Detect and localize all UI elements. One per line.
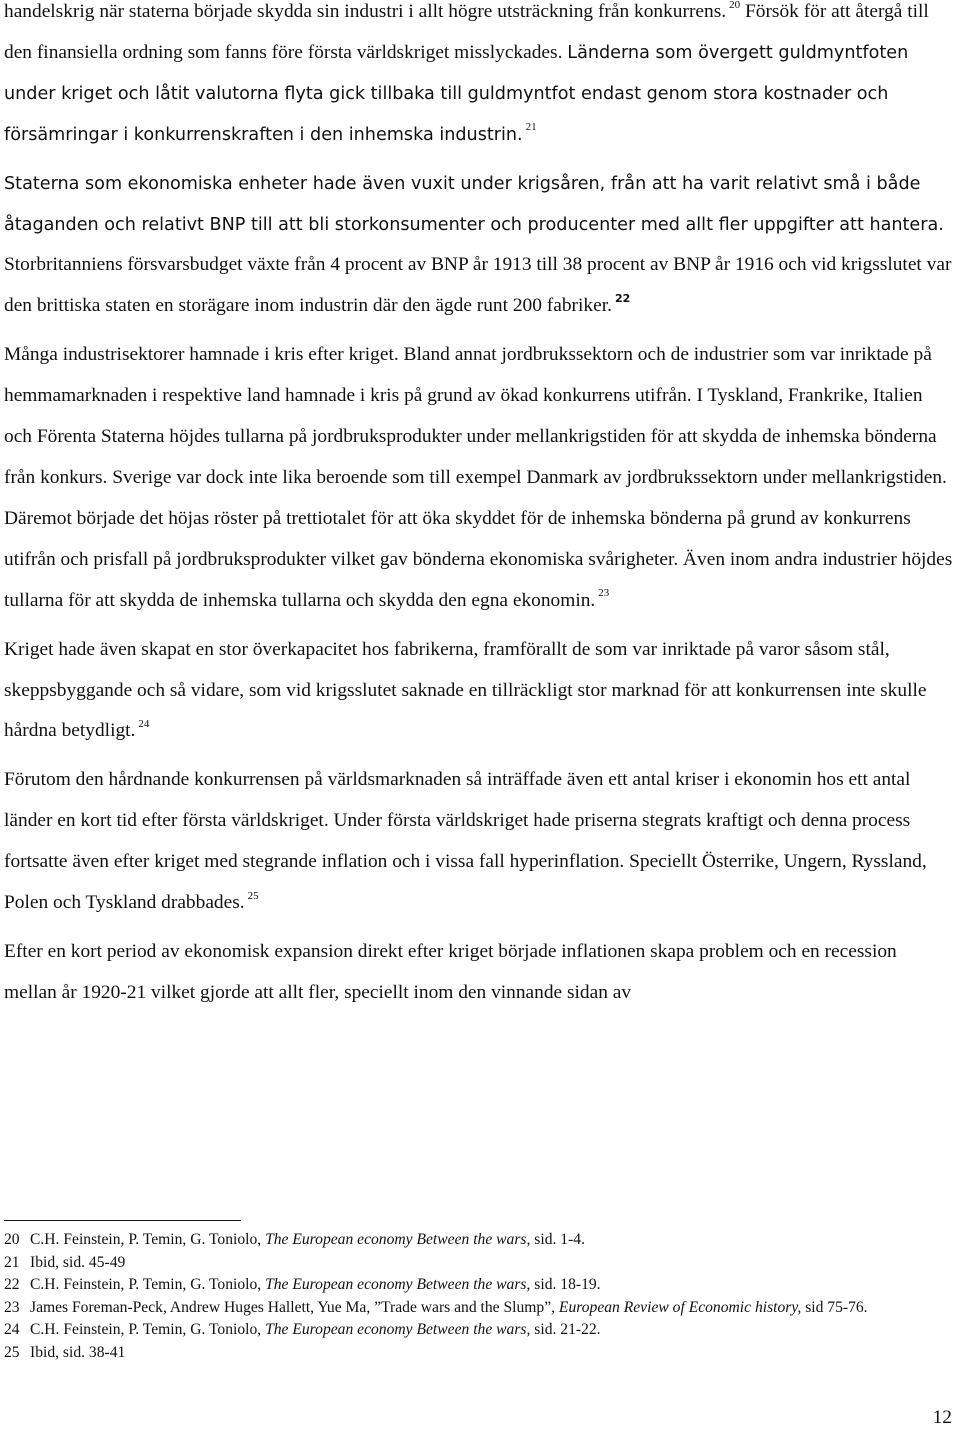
footnote-number: 22 <box>4 1276 20 1294</box>
text-run: Många industrisektorer hamnade i kris efter kriget. Bland annat jordbrukssektorn och de industrier som var inriktade på hemmamarknaden i respektive land hamnade i kris på grund av ökad konkurrens utifrån. I Tyskland, Frankrike, Italien och Förenta Staterna höjdes tullarna på jordbruksprodukter under mellankrigstiden för att skydda de inhemska bönderna från konkurs. Sverige var dock inte lika beroende som till exempel Danmark av jordbrukssektorn under mellankrigstiden. Däremot började det höjas röster på trettiotalet för att öka skyddet för de inhemska bönderna på grund av konkurrens utifrån och prisfall på jordbruksprodukter vilket gav bönderna ekonomiska svårigheter. Även inom andra industrier höjdes tullarna för att skydda de inhemska tullarna och skydda den egna ekonomin. <box>4 344 953 611</box>
footnote-text-run: , sid. 21-22. <box>526 1321 601 1339</box>
footnote-text-run: James Foreman-Peck, Andrew Huges Hallett, Yue Ma, ”Trade wars and the Slump”, <box>30 1298 559 1316</box>
footnote-reference: 21 <box>525 121 537 134</box>
footnote <box>4 1319 954 1342</box>
paragraph <box>4 0 954 156</box>
footnote-reference: 20 <box>729 0 741 11</box>
footnote <box>4 1252 954 1275</box>
text-run: Förutom den hårdnande konkurrensen på världsmarknaden så inträffade även ett antal kriser i ekonomin hos ett antal länder en kort tid efter första världskriget. Under första världskriget hade priserna stegrats kraftigt och denna process fortsatte även efter kriget med stegrande inflation och i vissa fall hyperinflation. Speciellt Österrike, Ungern, Ryssland, Polen och Tyskland drabbades. <box>4 769 927 914</box>
text-run: Länderna som övergett guldmyntfoten under kriget och låtit valutorna flyta gick tillbaka till guldmyntfot endast genom stora kostnader och försämringar i konkurrenskraften i den inhemska industrin. <box>4 42 909 145</box>
footnote <box>4 1274 954 1297</box>
footnote-text <box>30 1252 954 1275</box>
footnote-title: The European economy Between the wars <box>265 1276 527 1294</box>
footnote-title: The European economy Between the wars <box>265 1231 527 1248</box>
body-text <box>4 0 954 1022</box>
page-number: 12 <box>932 1407 952 1428</box>
footnote-text-run: sid 75-76. <box>801 1298 868 1316</box>
footnote-text-run: Ibid, sid. 38-41 <box>30 1343 126 1361</box>
footnotes <box>4 1229 954 1365</box>
footnote-reference: 25 <box>247 889 259 902</box>
footnote-separator <box>4 1220 241 1221</box>
footnote <box>4 1229 954 1252</box>
footnote-title: European Review of Economic history, <box>558 1298 802 1316</box>
footnote-number: 21 <box>4 1253 20 1271</box>
footnote-text-run: Ibid, sid. 45-49 <box>30 1253 126 1271</box>
paragraph <box>4 932 954 1014</box>
text-run: Efter en kort period av ekonomisk expansion direkt efter kriget började inflationen skapa problem och en recession mellan år 1920-21 vilket gjorde att allt fler, speciellt inom den vinnande sidan av <box>4 940 897 1003</box>
footnote-reference: 24 <box>138 718 150 731</box>
footnote-text <box>30 1342 954 1365</box>
footnote <box>4 1297 954 1320</box>
footnote-text <box>30 1274 954 1297</box>
paragraph <box>4 164 954 328</box>
footnote-number: 25 <box>4 1343 20 1361</box>
footnote-number: 20 <box>4 1231 20 1248</box>
footnote-text-run: , sid. 18-19. <box>526 1276 601 1294</box>
footnote-reference: 22 <box>614 292 631 305</box>
text-run: Kriget hade även skapat en stor överkapacitet hos fabrikerna, framförallt de som var inriktade på varor såsom stål, skeppsbyggande och så vidare, som vid krigsslutet saknade en tillräckligt stor marknad för att konkurrensen inte skulle hårdna betydligt. <box>4 638 927 742</box>
footnote <box>4 1342 954 1365</box>
footnote-text-run: , sid. 1-4. <box>526 1231 585 1248</box>
footnote-text-run: C.H. Feinstein, P. Temin, G. Toniolo, <box>30 1231 266 1248</box>
footnote-reference: 23 <box>598 587 610 600</box>
paragraph <box>4 760 954 924</box>
paragraph <box>4 335 954 621</box>
footnote-number: 23 <box>4 1298 20 1316</box>
text-run: Försök för att återgå till den finansiella ordning som fanns före första världskriget misslyckades. <box>4 1 929 63</box>
footnote-text <box>30 1229 954 1252</box>
text-run: handelskrig när staterna började skydda sin industri i allt högre utsträckning från konkurrens. <box>4 1 727 22</box>
text-run: Storbritanniens försvarsbudget växte från 4 procent av BNP år 1913 till 38 procent av BNP år 1916 och vid krigsslutet var den brittiska staten en storägare inom industrin där den ägde runt 200 fabriker. <box>4 254 952 317</box>
footnote-text <box>30 1319 954 1342</box>
paragraph <box>4 630 954 753</box>
footnote-text <box>30 1297 954 1320</box>
footnote-text-run: C.H. Feinstein, P. Temin, G. Toniolo, <box>30 1321 266 1339</box>
text-run: Staterna som ekonomiska enheter hade även vuxit under krigsåren, från att ha varit relativt små i både åtaganden och relativt BNP till att bli storkonsumenter och producenter med allt fler uppgifter att hantera. <box>4 173 944 235</box>
footnote-title: The European economy Between the wars <box>265 1321 527 1339</box>
footnote-number: 24 <box>4 1321 20 1339</box>
footnote-text-run: C.H. Feinstein, P. Temin, G. Toniolo, <box>30 1276 266 1294</box>
